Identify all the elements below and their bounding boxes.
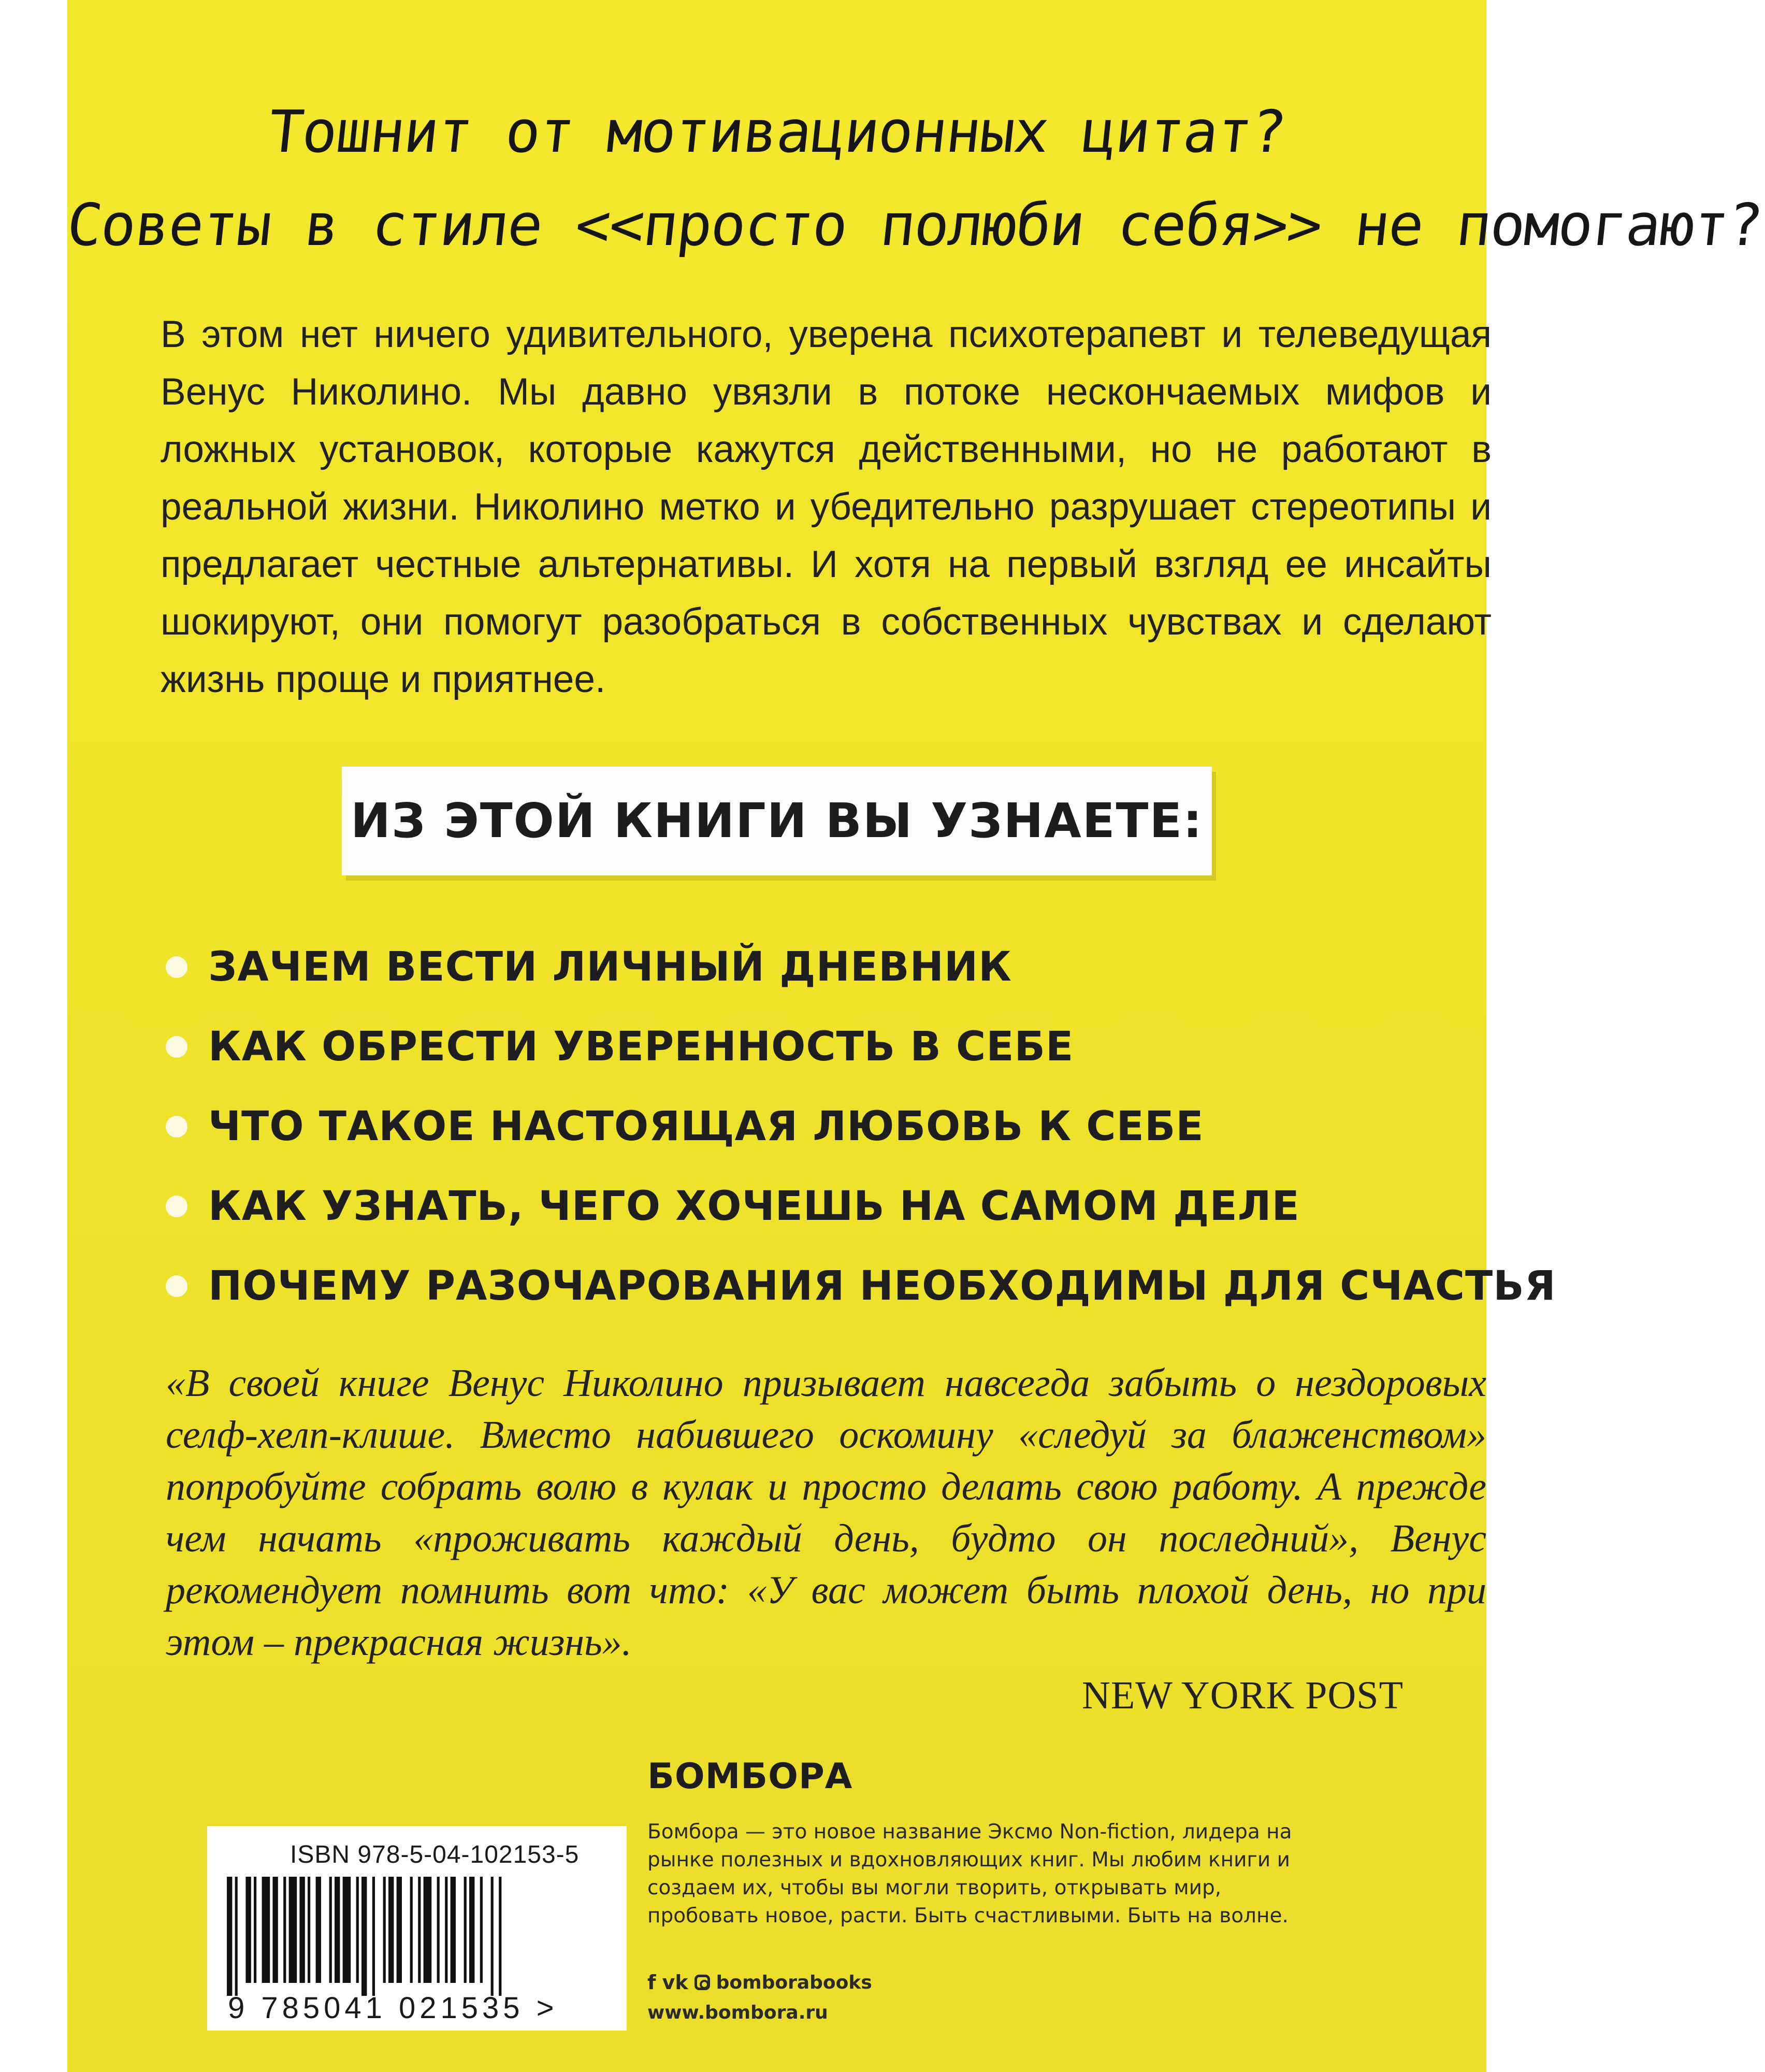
quote-source: NEW YORK POST <box>1081 1674 1404 1717</box>
facebook-icon: f <box>647 1971 656 1994</box>
learn-banner <box>342 767 1212 875</box>
bullet-dot-icon <box>166 1275 187 1297</box>
barcode-bar <box>335 1877 340 1983</box>
list-item <box>166 1087 1492 1167</box>
book-description: В этом нет ничего удивительного, уверена психотерапевт и телеведущая Венус Николино. Мы давно увязли в потоке нескончаемых мифов и ложных установок, которые кажутся действенными, но не работают в реальной жизни. Николино метко и убедительно разрушает стереотипы и предлагает честные альтернативы. И хотя на первый взгляд ее инсайты шокируют, они помогут разобраться в собственных чувствах и сделают жизнь проще и приятнее. <box>161 313 1492 700</box>
barcode-bar <box>289 1877 297 1983</box>
barcode-bar <box>464 1877 467 1983</box>
feature-text: ЧТО ТАКОЕ НАСТОЯЩАЯ ЛЮБОВЬ К СЕБЕ <box>208 1103 1204 1150</box>
barcode-bar <box>254 1877 256 1983</box>
barcode-bar <box>272 1877 278 1983</box>
social-links <box>647 1971 872 1994</box>
barcode-bar <box>262 1877 270 1983</box>
list-item <box>166 1246 1556 1326</box>
barcode-bar <box>445 1877 447 1983</box>
barcode-bar <box>283 1877 286 1983</box>
barcode-bar <box>308 1877 310 1983</box>
barcode-digits: 9 785041 021535 > <box>228 1991 558 2025</box>
barcode-bar <box>329 1877 332 1983</box>
instagram-icon <box>695 1975 710 1990</box>
publisher-website: www.bombora.ru <box>647 2002 828 2023</box>
bullet-dot-icon <box>166 1116 187 1138</box>
isbn-number: ISBN 978-5-04-102153-5 <box>290 1841 580 1868</box>
feature-text: КАК УЗНАТЬ, ЧЕГО ХОЧЕШЬ НА САМОМ ДЕЛЕ <box>208 1183 1300 1230</box>
list-item <box>166 927 1492 1007</box>
list-item <box>166 1007 1492 1087</box>
publisher-logo: БОМБОРА <box>647 1756 853 1797</box>
barcode-bar <box>235 1877 238 1996</box>
barcode-bar <box>397 1877 402 1983</box>
social-handle: bomborabooks <box>716 1972 872 1993</box>
barcode-icon <box>223 1877 611 1996</box>
book-back-cover <box>64 0 1765 2072</box>
barcode-bar <box>418 1877 421 1983</box>
feature-text: ЗАЧЕМ ВЕСТИ ЛИЧНЫЙ ДНЕВНИК <box>208 944 1012 990</box>
learn-banner-text: ИЗ ЭТОЙ КНИГИ ВЫ УЗНАЕТЕ: <box>351 793 1203 848</box>
barcode-bar <box>299 1877 305 1983</box>
vk-icon: vk <box>662 1971 688 1994</box>
barcode-bar <box>227 1877 232 1996</box>
bullet-dot-icon <box>166 1196 187 1217</box>
barcode-bar <box>356 1877 359 1983</box>
headline-line-2: Советы в стиле <<просто полюби себя>> не помогают? <box>64 192 1765 259</box>
feature-text: КАК ОБРЕСТИ УВЕРЕННОСТЬ В СЕБЕ <box>208 1024 1074 1070</box>
barcode-bar <box>361 1877 367 1996</box>
barcode-bar <box>383 1877 386 1983</box>
barcode-bar <box>424 1877 432 1983</box>
barcode-bar <box>316 1877 321 1983</box>
bullet-dot-icon <box>166 956 187 978</box>
barcode-bar <box>245 1877 251 1983</box>
barcode-bar <box>388 1877 394 1983</box>
barcode-bar <box>480 1877 483 1983</box>
barcode-label <box>207 1826 627 2031</box>
feature-text: ПОЧЕМУ РАЗОЧАРОВАНИЯ НЕОБХОДИМЫ ДЛЯ СЧАСТЬЯ <box>208 1263 1556 1310</box>
publisher-about: Бомбора — это новое название Эксмо Non-fiction, лидера на рынке полезных и вдохновляющих книг. Мы любим книги и создаем их, чтобы вы могли творить, открывать мир, пробовать новое, расти. Быть счастливыми. Быть на волне. <box>647 1820 1292 1927</box>
press-quote: «В своей книге Венус Николино призывает навсегда забыть о нездоровых селф-хелп-клише. Вместо набившего оскомину «следуй за блаженством» попробуйте собрать волю в кулак и просто делать свою работу. А прежде чем начать «проживать каждый день, будто он последний», Венус рекомендует помнить вот что: «У вас может быть плохой день, но при этом – прекрасная жизнь». <box>166 1361 1486 1664</box>
feature-list <box>166 927 1556 1326</box>
barcode-bar <box>410 1877 413 1983</box>
list-item <box>166 1167 1492 1246</box>
barcode-bar <box>437 1877 440 1983</box>
bullet-dot-icon <box>166 1036 187 1058</box>
barcode-bar <box>491 1877 494 1996</box>
barcode-bar <box>499 1877 501 1996</box>
barcode-bar <box>372 1877 375 1996</box>
headline-line-1: Тошнит от мотивационных цитат? <box>265 98 1289 166</box>
barcode-bar <box>469 1877 474 1983</box>
barcode-bar <box>343 1877 351 1983</box>
barcode-bar <box>451 1877 456 1983</box>
